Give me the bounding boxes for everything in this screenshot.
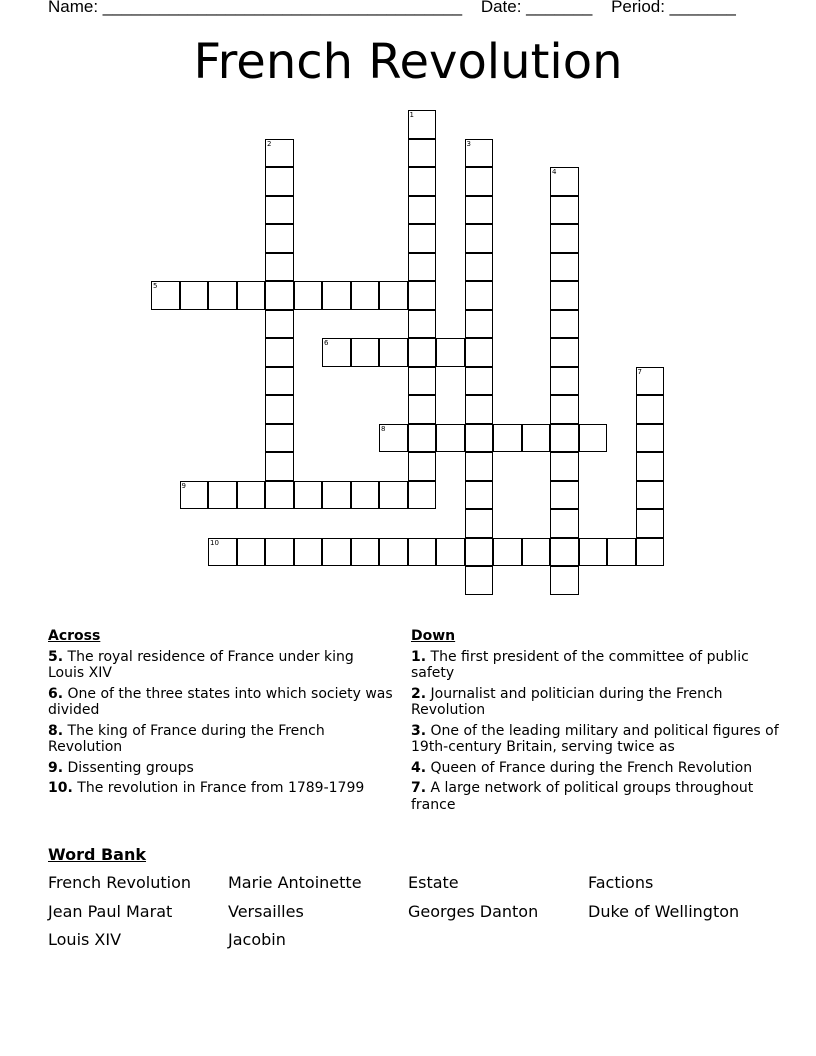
cell-number: 3 (466, 139, 471, 148)
crossword-cell[interactable] (265, 281, 294, 310)
crossword-cell[interactable] (408, 481, 437, 510)
cell-number: 9 (181, 481, 186, 490)
crossword-cell[interactable] (294, 538, 323, 567)
page-title: French Revolution (193, 34, 623, 90)
crossword-cell[interactable] (465, 395, 494, 424)
crossword-cell[interactable] (408, 110, 437, 139)
clue-number: 9. (48, 759, 64, 776)
clue-across-5 (48, 649, 393, 682)
crossword-cell[interactable] (408, 139, 437, 168)
clue-text: The revolution in France from 1789-1799 (77, 780, 365, 796)
crossword-cell[interactable] (550, 281, 579, 310)
crossword-cell[interactable] (465, 167, 494, 196)
crossword-cell[interactable] (550, 452, 579, 481)
crossword-cell[interactable] (465, 481, 494, 510)
crossword-cell[interactable] (351, 281, 380, 310)
crossword-cell[interactable] (237, 538, 266, 567)
crossword-cell[interactable] (465, 566, 494, 595)
crossword-cell[interactable] (322, 481, 351, 510)
crossword-cell[interactable] (379, 424, 408, 453)
crossword-cell[interactable] (636, 452, 665, 481)
crossword-cell[interactable] (322, 338, 351, 367)
clue-number: 1. (411, 648, 427, 665)
crossword-cell[interactable] (408, 367, 437, 396)
crossword-cell[interactable] (465, 253, 494, 282)
clue-text: Journalist and politician during the French Revolution (411, 685, 723, 718)
clue-text: One of the three states into which society was divided (48, 685, 393, 718)
crossword-cell[interactable] (294, 481, 323, 510)
clue-text: One of the leading military and political figures of 19th-century Britain, serving twice as (411, 722, 779, 755)
clue-down-7 (411, 780, 781, 813)
crossword-cell[interactable] (636, 395, 665, 424)
crossword-cell[interactable] (465, 139, 494, 168)
crossword-cell[interactable] (579, 424, 608, 453)
crossword-cell[interactable] (465, 509, 494, 538)
crossword-cell[interactable] (237, 281, 266, 310)
crossword-cell[interactable] (408, 310, 437, 339)
crossword-cell[interactable] (265, 196, 294, 225)
crossword-cell[interactable] (550, 338, 579, 367)
crossword-cell[interactable] (550, 424, 579, 453)
crossword-cell[interactable] (408, 424, 437, 453)
word-bank-item: Louis XIV (48, 930, 122, 949)
crossword-cell[interactable] (436, 424, 465, 453)
clue-text: The king of France during the French Revolution (48, 722, 325, 755)
word-bank-item: Georges Danton (408, 902, 539, 921)
crossword-cell[interactable] (265, 538, 294, 567)
crossword-cell[interactable] (550, 224, 579, 253)
clue-text: A large network of political groups throughout france (411, 780, 754, 813)
crossword-cell[interactable] (550, 538, 579, 567)
crossword-cell[interactable] (636, 509, 665, 538)
word-bank-item: French Revolution (48, 873, 192, 892)
crossword-cell[interactable] (636, 367, 665, 396)
cell-number: 1 (409, 111, 414, 119)
word-bank-item: Jacobin (228, 930, 286, 949)
crossword-cell[interactable] (465, 452, 494, 481)
crossword-cell[interactable] (550, 509, 579, 538)
crossword-cell[interactable] (465, 424, 494, 453)
crossword-cell[interactable] (579, 538, 608, 567)
crossword-cell[interactable] (265, 424, 294, 453)
crossword-cell[interactable] (550, 395, 579, 424)
crossword-cell[interactable] (379, 338, 408, 367)
clue-text: Queen of France during the French Revolution (430, 759, 753, 776)
crossword-cell[interactable] (408, 281, 437, 310)
clue-down-1 (411, 649, 781, 682)
crossword-cell[interactable] (265, 481, 294, 510)
clue-number: 7. (411, 780, 427, 796)
clue-number: 3. (411, 722, 427, 739)
crossword-cell[interactable] (237, 481, 266, 510)
crossword-cell[interactable] (408, 452, 437, 481)
down-heading: Down (411, 628, 456, 644)
clue-number: 2. (411, 685, 427, 702)
across-clues (48, 628, 393, 801)
crossword-cell[interactable] (208, 281, 237, 310)
period-field[interactable]: Period: _______ (611, 0, 736, 16)
crossword-cell[interactable] (408, 395, 437, 424)
clue-number: 8. (48, 722, 64, 739)
crossword-cell[interactable] (550, 253, 579, 282)
clue-number: 10. (48, 780, 73, 796)
crossword-cell[interactable] (408, 538, 437, 567)
cell-number: 8 (381, 424, 386, 433)
crossword-cell[interactable] (636, 481, 665, 510)
crossword-cell[interactable] (180, 481, 209, 510)
crossword-cell[interactable] (294, 281, 323, 310)
down-clues (411, 628, 781, 817)
clue-text: Dissenting groups (67, 759, 194, 776)
word-bank-item: Duke of Wellington (588, 902, 740, 921)
crossword-cell[interactable] (522, 424, 551, 453)
crossword-cell[interactable] (465, 281, 494, 310)
crossword-cell[interactable] (265, 310, 294, 339)
name-field[interactable]: Name: ______________________________________ (48, 0, 463, 16)
crossword-cell[interactable] (408, 338, 437, 367)
crossword-cell[interactable] (550, 167, 579, 196)
crossword-cell[interactable] (322, 281, 351, 310)
clue-across-10 (48, 780, 393, 797)
clue-across-6 (48, 686, 393, 719)
crossword-cell[interactable] (379, 481, 408, 510)
word-bank-item: Estate (408, 873, 459, 892)
word-bank-item: Versailles (228, 902, 304, 921)
crossword-cell[interactable] (607, 538, 636, 567)
crossword-cell[interactable] (265, 338, 294, 367)
clue-across-9 (48, 760, 393, 777)
crossword-cell[interactable] (265, 253, 294, 282)
cell-number: 5 (153, 282, 158, 290)
crossword-cell[interactable] (465, 538, 494, 567)
crossword-cell[interactable] (265, 452, 294, 481)
crossword-cell[interactable] (436, 538, 465, 567)
crossword-cell[interactable] (550, 566, 579, 595)
crossword-cell[interactable] (493, 424, 522, 453)
crossword-cell[interactable] (465, 310, 494, 339)
crossword-cell[interactable] (322, 538, 351, 567)
clue-down-4 (411, 760, 781, 777)
cell-number: 6 (324, 339, 329, 347)
crossword-cell[interactable] (265, 224, 294, 253)
crossword-cell[interactable] (636, 424, 665, 453)
word-bank-item: Marie Antoinette (228, 873, 362, 892)
cell-number: 10 (210, 538, 219, 547)
crossword-cell[interactable] (180, 281, 209, 310)
clue-text: The royal residence of France under king Louis XIV (48, 648, 354, 681)
clue-down-3 (411, 723, 781, 756)
crossword-cell[interactable] (208, 481, 237, 510)
clue-down-2 (411, 686, 781, 719)
crossword-cell[interactable] (208, 538, 237, 567)
crossword-cell[interactable] (436, 338, 465, 367)
cell-number: 7 (637, 367, 642, 376)
crossword-cell[interactable] (550, 310, 579, 339)
crossword-cell[interactable] (265, 367, 294, 396)
clue-across-8 (48, 723, 393, 756)
clue-number: 6. (48, 685, 64, 702)
word-bank-heading: Word Bank (48, 845, 147, 864)
crossword-cell[interactable] (265, 395, 294, 424)
crossword-cell[interactable] (351, 538, 380, 567)
crossword-cell[interactable] (408, 196, 437, 225)
crossword-cell[interactable] (493, 538, 522, 567)
cell-number: 4 (552, 168, 557, 176)
crossword-cell[interactable] (550, 196, 579, 225)
word-bank-item: Factions (588, 873, 654, 892)
crossword-cell[interactable] (351, 338, 380, 367)
crossword-cell[interactable] (550, 481, 579, 510)
crossword-cell[interactable] (465, 338, 494, 367)
across-heading: Across (48, 628, 101, 644)
date-field[interactable]: Date: _______ (480, 0, 593, 16)
crossword-cell[interactable] (151, 281, 180, 310)
crossword-cell[interactable] (379, 538, 408, 567)
crossword-cell[interactable] (550, 367, 579, 396)
cell-number: 2 (267, 139, 272, 148)
crossword-cell[interactable] (379, 281, 408, 310)
crossword-cell[interactable] (465, 224, 494, 253)
word-bank-item: Jean Paul Marat (48, 902, 173, 921)
crossword-cell[interactable] (465, 367, 494, 396)
crossword-cell[interactable] (351, 481, 380, 510)
crossword-cell[interactable] (465, 196, 494, 225)
clue-text: The first president of the committee of public safety (411, 648, 749, 681)
clue-number: 4. (411, 759, 427, 776)
crossword-cell[interactable] (408, 253, 437, 282)
crossword-cell[interactable] (265, 139, 294, 168)
crossword-cell[interactable] (522, 538, 551, 567)
crossword-cell[interactable] (636, 538, 665, 567)
crossword-cell[interactable] (265, 167, 294, 196)
crossword-cell[interactable] (408, 167, 437, 196)
crossword-cell[interactable] (408, 224, 437, 253)
clue-number: 5. (48, 648, 64, 665)
